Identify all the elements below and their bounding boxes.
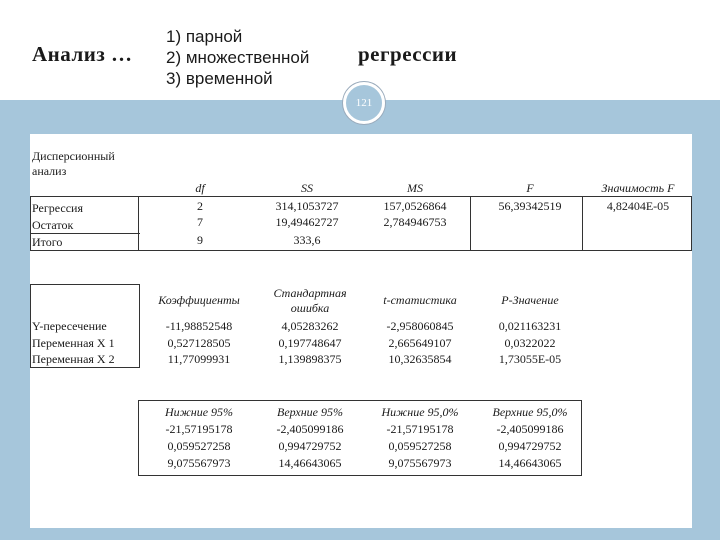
coef-cell: 1,73055E-05 (498, 352, 562, 366)
ci-cell: -2,405099186 (276, 422, 344, 436)
anova-caption-line1: Дисперсионный (32, 149, 115, 163)
coef-cell: 0,527128505 (167, 336, 231, 350)
ci-cell: 0,994729752 (498, 439, 562, 453)
ci-cell: 0,059527258 (167, 439, 231, 453)
anova-header-f: F (526, 181, 534, 195)
ci-cell: 14,46643065 (498, 456, 562, 470)
ci-cell: 0,994729752 (278, 439, 342, 453)
coef-cell: 0,021163231 (498, 319, 562, 333)
anova-cell: 19,49462727 (275, 215, 339, 229)
list-item: 3) временной (166, 69, 273, 88)
ci-header-upper-95: Верхние 95% (276, 405, 344, 419)
ci-header-upper-95-0: Верхние 95,0% (492, 405, 568, 419)
list-item: 2) множественной (166, 48, 310, 67)
coef-row-label: Y-пересечение (32, 319, 107, 333)
anova-cell: 333,6 (293, 233, 321, 247)
ci-header-lower-95-0: Нижние 95,0% (381, 405, 459, 419)
anova-cell: 2 (197, 199, 203, 213)
ci-header-lower-95: Нижние 95% (164, 405, 234, 419)
anova-header-df: df (195, 181, 205, 195)
anova-cell: 7 (197, 215, 203, 229)
anova-cell: 9 (197, 233, 203, 247)
title-left: Анализ … (32, 42, 133, 66)
coef-row-label: Переменная X 2 (32, 352, 115, 366)
ci-cell: -21,57195178 (165, 422, 233, 436)
coef-cell: -2,958060845 (386, 319, 454, 333)
footer-course-name: Эконометрика (32, 509, 106, 523)
coef-cell: 1,139898375 (278, 352, 342, 366)
anova-caption-line2: анализ (32, 164, 67, 178)
coef-cell: 11,77099931 (167, 352, 231, 366)
anova-row-label: Регрессия (32, 201, 83, 215)
anova-header-ms: MS (407, 181, 423, 195)
regression-type-list (166, 26, 309, 89)
coef-cell: -11,98852548 (165, 319, 233, 333)
list-item: 1) парной (166, 27, 243, 46)
anova-cell: 56,39342519 (498, 199, 562, 213)
anova-header-ss: SS (301, 181, 313, 195)
ci-cell: 0,059527258 (388, 439, 452, 453)
coef-cell: 0,0322022 (504, 336, 556, 350)
coef-cell: 10,32635854 (388, 352, 452, 366)
coef-header-coefficients: Коэффициенты (158, 293, 240, 307)
ci-cell: -21,57195178 (386, 422, 454, 436)
coef-cell: 0,197748647 (278, 336, 342, 350)
footer-date: 08.02.2018 (612, 505, 683, 521)
title-right: регрессии (358, 42, 458, 66)
anova-cell: 2,784946753 (383, 215, 447, 229)
anova-cell: 314,1053727 (275, 199, 339, 213)
coef-header-std-error: Стандартная ошибка (273, 286, 347, 315)
coef-header-p-value: P-Значение (501, 293, 559, 307)
coef-header-t-stat: t-статистика (383, 293, 457, 307)
content-panel (30, 134, 692, 528)
ci-cell: 9,075567973 (167, 456, 231, 470)
anova-header-significance: Значимость F (601, 181, 675, 195)
coef-cell: 4,05283262 (281, 319, 339, 333)
ci-cell: 9,075567973 (388, 456, 452, 470)
ci-cell: 14,46643065 (278, 456, 342, 470)
anova-row-label: Итого (32, 235, 63, 249)
coef-row-label: Переменная X 1 (32, 336, 115, 350)
anova-row-label: Остаток (32, 218, 74, 232)
anova-cell: 4,82404E-05 (606, 199, 670, 213)
coef-cell: 2,665649107 (388, 336, 452, 350)
anova-cell: 157,0526864 (383, 199, 447, 213)
ci-cell: -2,405099186 (496, 422, 564, 436)
ci-table (138, 400, 582, 476)
page-number-badge: 121 (343, 82, 385, 124)
